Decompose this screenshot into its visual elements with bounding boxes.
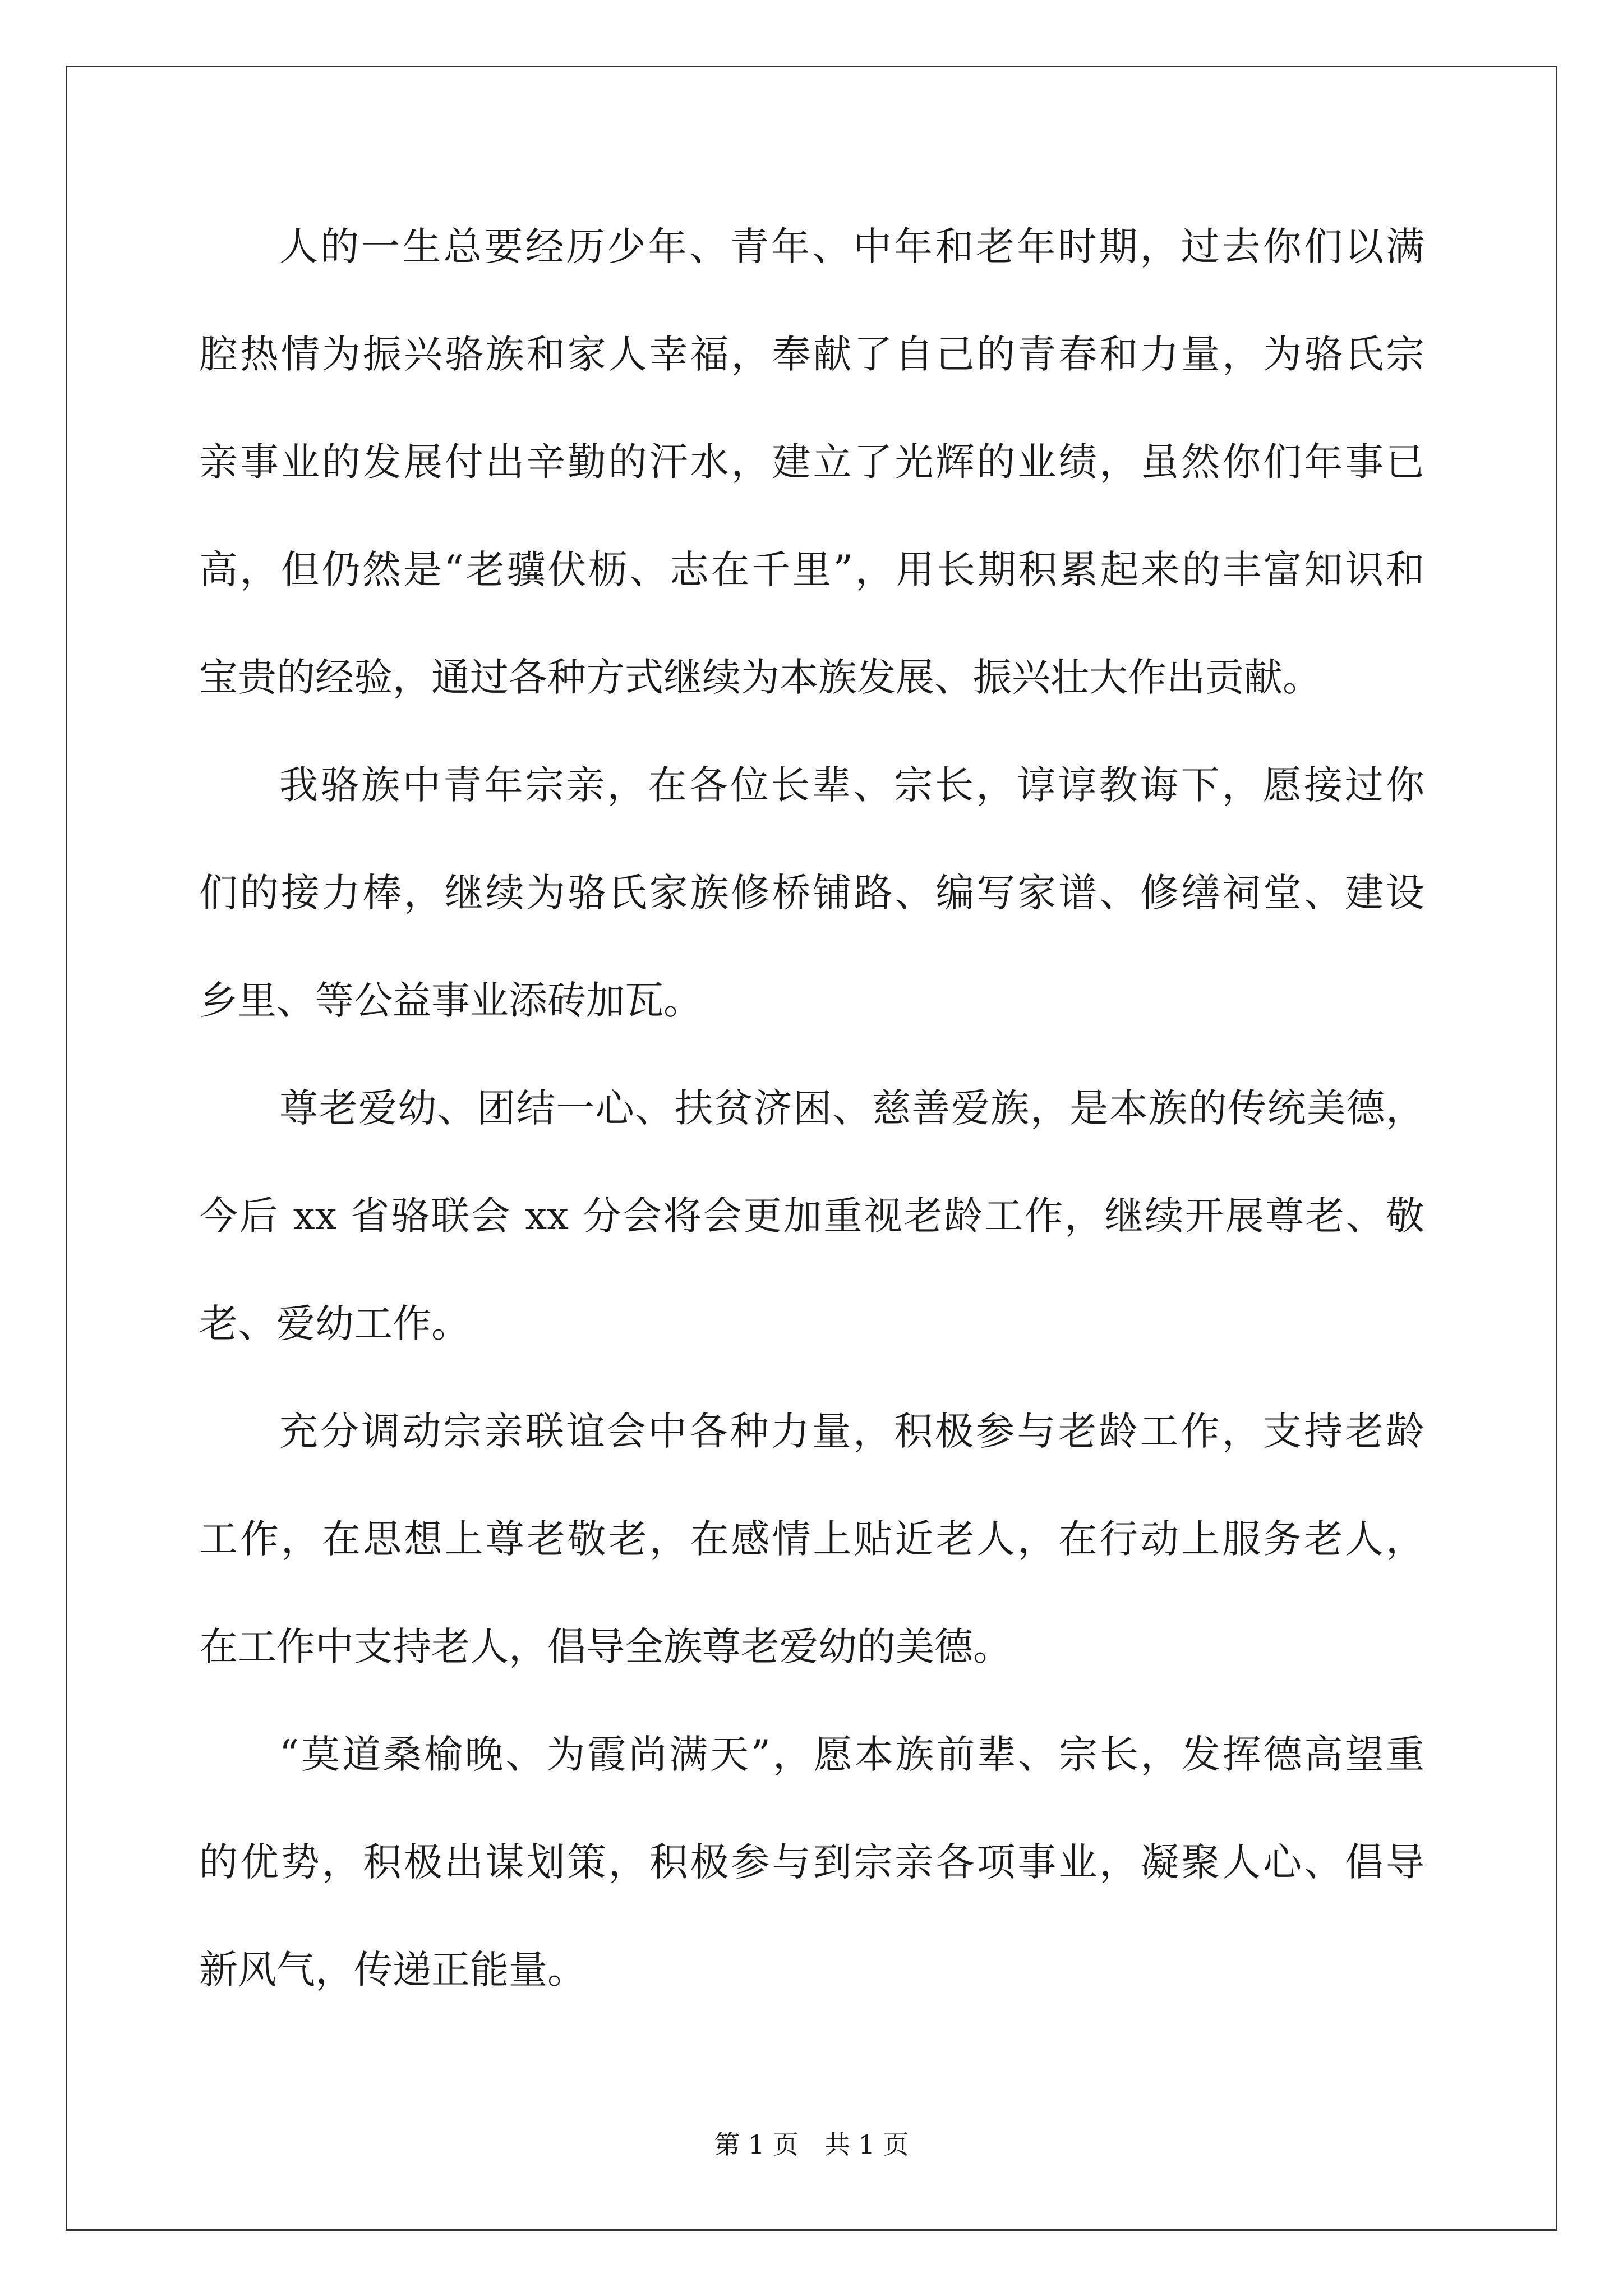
paragraph-5 — [199, 1728, 1424, 1997]
paragraph-2 — [199, 758, 1424, 1028]
text-line: 宝贵的经验，通过各种方式继续为本族发展、振兴壮大作出贡献。 — [199, 655, 1321, 700]
text-line: 人的一生总要经历少年、青年、中年和老年时期，过去你们以满 — [279, 224, 1424, 269]
text-line: 充分调动宗亲联谊会中各种力量，积极参与老龄工作，支持老龄 — [279, 1409, 1424, 1454]
text-line: 我骆族中青年宗亲，在各位长辈、宗长，谆谆教诲下，愿接过你 — [279, 763, 1424, 808]
text-line: 乡里、等公益事业添砖加瓦。 — [199, 978, 702, 1023]
paragraph-1 — [199, 220, 1424, 705]
text-line: 老、爱幼工作。 — [199, 1301, 470, 1346]
page-footer: 第 1 页 共 1 页 — [714, 2129, 909, 2160]
text-line: 腔热情为振兴骆族和家人幸福，奉献了自己的青春和力量，为骆氏宗 — [199, 332, 1424, 377]
text-line: 新风气，传递正能量。 — [199, 1948, 586, 1993]
text-line: 今后 xx 省骆联会 xx 分会将会更加重视老龄工作，继续开展尊老、敬 — [199, 1194, 1424, 1239]
text-line: 的优势，积极出谋划策，积极参与到宗亲各项事业，凝聚人心、倡导 — [199, 1840, 1424, 1885]
text-line: 们的接力棒，继续为骆氏家族修桥铺路、编写家谱、修缮祠堂、建设 — [199, 871, 1424, 915]
text-line: “莫道桑榆晚、为霞尚满天”，愿本族前辈、宗长，发挥德高望重 — [279, 1732, 1424, 1777]
paragraph-4 — [199, 1405, 1424, 1674]
text-line: 工作，在思想上尊老敬老，在感情上贴近老人，在行动上服务老人， — [199, 1517, 1424, 1562]
paragraph-3 — [199, 1082, 1424, 1351]
text-line: 亲事业的发展付出辛勤的汗水，建立了光辉的业绩，虽然你们年事已 — [199, 440, 1424, 485]
text-line: 在工作中支持老人，倡导全族尊老爱幼的美德。 — [199, 1625, 1012, 1669]
document-body — [199, 220, 1424, 2051]
text-line: 高，但仍然是“老骥伏枥、志在千里”，用长期积累起来的丰富知识和 — [199, 547, 1424, 592]
text-line: 尊老爱幼、团结一心、扶贫济困、慈善爱族，是本族的传统美德， — [279, 1086, 1424, 1131]
